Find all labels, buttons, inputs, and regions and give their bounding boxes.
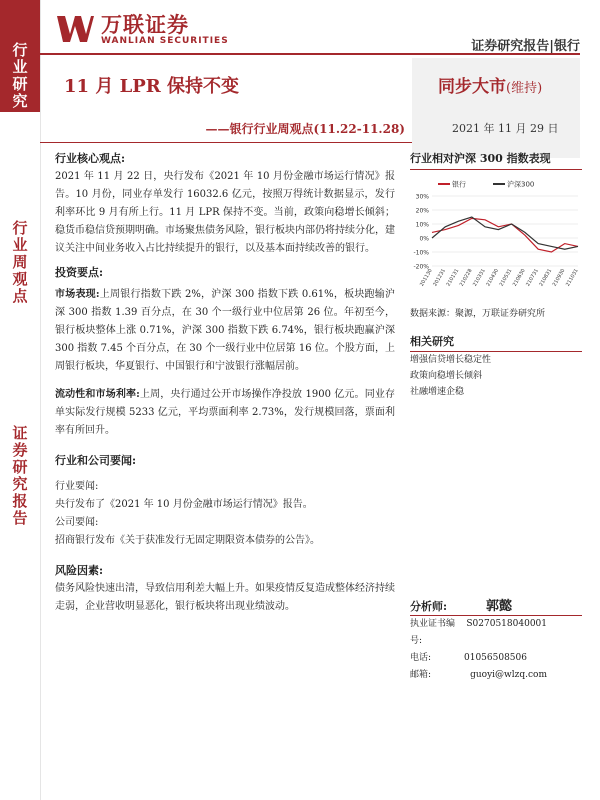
related-item[interactable]: 增强信贷增长稳定性 xyxy=(410,355,492,365)
investment-heading: 投资要点: xyxy=(55,266,104,279)
x-tick-label: 201130 xyxy=(418,268,434,288)
chart-container xyxy=(410,174,582,302)
company-news-label: 公司要闻: xyxy=(55,517,99,528)
risk-text: 债务风险快速出清，导致信用利差大幅上升。如果疫情反复造成整体经济持续走弱，企业营收明显恶化，银行板块将出现业绩波动。 xyxy=(55,583,395,612)
logo-text-en: WANLIAN SECURITIES xyxy=(101,36,229,46)
report-subtitle: ——银行行业周观点(11.22-11.28) xyxy=(205,122,405,136)
phone-number: 01056508506 xyxy=(464,653,527,663)
main-content xyxy=(55,150,395,616)
x-tick-label: 201231 xyxy=(432,268,448,288)
analyst-info xyxy=(410,598,582,684)
analyst-name: 郭懿 xyxy=(485,599,512,614)
x-tick-label: 211031 xyxy=(564,268,580,288)
y-tick-label: 30% xyxy=(415,193,429,201)
cert-label: 执业证书编号: xyxy=(410,619,456,646)
x-tick-label: 210930 xyxy=(551,268,567,288)
liquidity-label: 流动性和市场利率: xyxy=(55,389,140,400)
series-line xyxy=(432,217,578,249)
market-text: 上周银行指数下跌 2%，沪深 300 指数下跌 0.61%，板块跑输沪深 300 指数 1.39 百分点，在 30 个一级行业中位居第 26 位。年初至今，银行板块整体上涨 0.71%，沪深 300 指数下跌 6.74%，银行板块跑赢沪深 300 指数 7.45 个百分点，在 30 个一级行业中位居第 16 位。个股方面，上周银行板块，华夏银行、中国银行和宁波银行涨幅居前。 xyxy=(55,289,395,372)
liquidity-paragraph xyxy=(55,386,395,440)
side-panel xyxy=(410,150,582,400)
company-logo xyxy=(55,14,229,46)
liquidity-text: 上周，央行通过公开市场操作净投放 1900 亿元。同业存单实际发行规模 5233 亿元，平均票面利率 2.73%，发行规模回落，票面利率有所回升。 xyxy=(55,389,395,436)
related-item[interactable]: 政策向稳增长倾斜 xyxy=(410,371,483,381)
sidebar xyxy=(0,0,41,800)
x-tick-label: 210630 xyxy=(511,268,527,288)
phone-label: 电话: xyxy=(410,653,432,663)
sidebar-section-weekly xyxy=(0,220,40,305)
report-type-label: 证券研究报告|银行 xyxy=(471,39,580,54)
news-heading: 行业和公司要闻: xyxy=(55,454,137,467)
sidebar-label-report: 证券研究报告 xyxy=(10,425,29,527)
rating-box xyxy=(412,58,580,158)
report-title: 11 月 LPR 保持不变 xyxy=(64,76,239,97)
risk-heading: 风险因素: xyxy=(55,564,104,577)
x-tick-label: 210131 xyxy=(445,268,461,288)
y-tick-label: 20% xyxy=(415,207,429,215)
x-tick-label: 210331 xyxy=(472,268,487,288)
x-tick-label: 210430 xyxy=(485,268,501,288)
rating-value: 同步大市 xyxy=(438,77,506,97)
legend-label: 银行 xyxy=(452,180,466,189)
x-tick-label: 210531 xyxy=(498,268,514,288)
sidebar-section-report xyxy=(0,425,40,527)
email-address[interactable]: guoyi@wlzq.com xyxy=(470,670,547,680)
report-date: 2021 年 11 月 29 日 xyxy=(452,122,559,135)
x-tick-label: 210731 xyxy=(525,268,540,288)
industry-news-text: 央行发布了《2021 年 10 月份金融市场运行情况》报告。 xyxy=(55,499,313,510)
market-paragraph xyxy=(55,286,395,376)
chart-source: 数据来源：聚源，万联证券研究所 xyxy=(410,309,546,319)
logo-w-icon xyxy=(55,14,95,44)
sidebar-label-industry: 行业研究 xyxy=(10,42,29,110)
performance-chart xyxy=(410,174,582,299)
x-tick-label: 210228 xyxy=(458,268,474,288)
core-view-text: 2021 年 11 月 22 日，央行发布《2021 年 10 月份金融市场运行情况》报告。10 月份，同业存单发行 16032.6 亿元，按照万得统计数据显示，发行利率环比 9 月有所上行。11 月 LPR 保持不变。当前，政策向稳增长倾斜；稳货币稳信贷预期明确。市场聚焦债务风险，银行板块内部仍将持续分化，建议关注中间业务收入占比持续提升的银行，以及基本面持续改善的银行。 xyxy=(55,171,395,254)
x-tick-label: 210831 xyxy=(538,268,554,288)
y-tick-label: -20% xyxy=(413,263,429,271)
analyst-label: 分析师: xyxy=(410,600,448,613)
y-tick-label: 10% xyxy=(415,221,429,229)
rating-main xyxy=(438,72,542,97)
market-label: 市场表现: xyxy=(55,289,100,300)
sidebar-section-industry xyxy=(0,0,40,112)
core-view-heading: 行业核心观点: xyxy=(55,152,126,165)
y-tick-label: -10% xyxy=(413,249,429,257)
header-divider xyxy=(40,53,580,55)
rating-sub: (维持) xyxy=(506,81,543,96)
company-news-text: 招商银行发布《关于获准发行无固定期限资本债券的公告》。 xyxy=(55,535,320,546)
logo-text-cn: 万联证券 xyxy=(101,13,189,37)
legend-label: 沪深300 xyxy=(507,180,535,189)
industry-news-label: 行业要闻: xyxy=(55,481,99,492)
related-heading: 相关研究 xyxy=(410,333,582,352)
related-item[interactable]: 社融增速企稳 xyxy=(410,387,465,397)
chart-title: 行业相对沪深 300 指数表现 xyxy=(410,150,582,170)
y-tick-label: 0% xyxy=(419,235,429,243)
email-label: 邮箱: xyxy=(410,670,432,680)
cert-number: S0270518040001 xyxy=(466,619,547,629)
sidebar-label-weekly: 行业周观点 xyxy=(10,220,29,305)
